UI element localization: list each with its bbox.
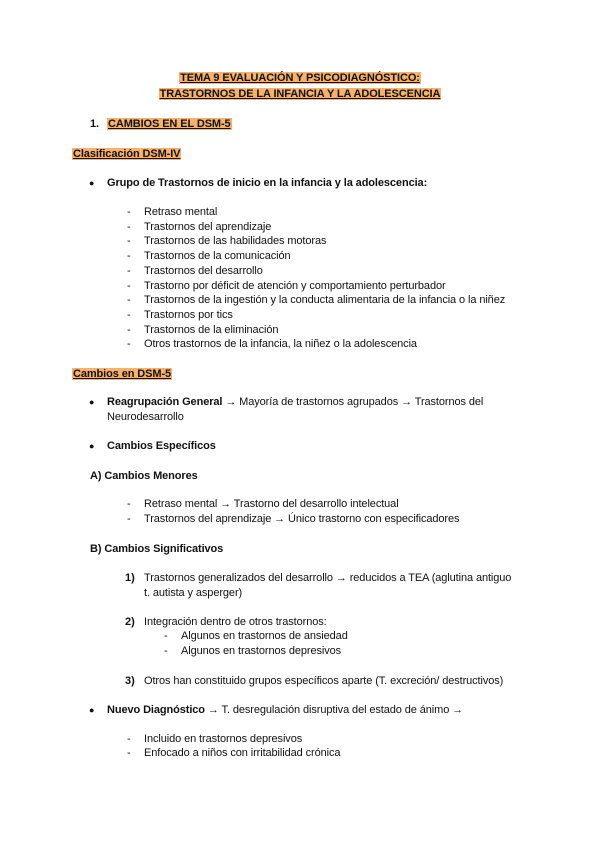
list-item: Trastorno por déficit de atención y comportamiento perturbador [144, 280, 446, 292]
especificos-label: Cambios Específicos [107, 440, 216, 452]
dash-icon: - [127, 513, 131, 525]
sig-item-1-line-2: t. autista y asperger) [144, 587, 243, 599]
nuevo-diagnostico: Nuevo Diagnóstico → T. desregulación disruptiva del estado de ánimo → [107, 704, 464, 716]
dash-icon: - [127, 250, 131, 262]
group-title: Grupo de Trastornos de inicio en la infancia y la adolescencia: [107, 177, 428, 189]
sig-number-3: 3) [125, 675, 135, 687]
reagrupacion-line-1: Reagrupación General → Mayoría de trastornos agrupados → Trastornos del [107, 396, 484, 408]
dash-icon: - [127, 338, 131, 350]
sig-number-2: 2) [125, 616, 135, 628]
list-item: Trastornos de la ingestión y la conducta alimentaria de la infancia o la niñez [144, 294, 506, 306]
menores-label: A) Cambios Menores [90, 470, 198, 482]
cambios-heading: Cambios en DSM-5 [73, 368, 172, 380]
list-item: Trastornos del desarrollo [144, 265, 263, 277]
dash-icon: - [164, 645, 168, 657]
section-1-heading: CAMBIOS EN EL DSM-5 [108, 118, 231, 130]
list-item: Trastornos de las habilidades motoras [144, 235, 327, 247]
dash-icon: - [127, 733, 131, 745]
sig-number-1: 1) [125, 572, 135, 584]
sig-item-2-line-1: Integración dentro de otros trastornos: [144, 616, 327, 628]
section-1-number: 1. [90, 118, 99, 130]
dash-icon: - [127, 265, 131, 277]
bullet-icon: ● [89, 441, 95, 451]
menores-item-1: Retraso mental → Trastorno del desarrollo intelectual [144, 498, 399, 510]
dash-icon: - [127, 294, 131, 306]
dash-icon: - [164, 630, 168, 642]
dash-icon: - [127, 747, 131, 759]
list-item: Trastornos de la comunicación [144, 250, 291, 262]
significativos-label: B) Cambios Significativos [90, 543, 224, 555]
list-item: Trastornos de la eliminación [144, 324, 279, 336]
title-line-1: TEMA 9 EVALUACIÓN Y PSICODIAGNÓSTICO: [180, 72, 420, 84]
sig-item-2-sub-1: Algunos en trastornos de ansiedad [181, 630, 348, 642]
dash-icon: - [127, 206, 131, 218]
bullet-icon: ● [89, 178, 95, 188]
nuevo-item-2: Enfocado a niños con irritabilidad crónica [144, 747, 341, 759]
menores-item-2: Trastornos del aprendizaje → Único trastorno con especificadores [144, 513, 460, 525]
list-item: Trastornos del aprendizaje [144, 221, 272, 233]
reagrupacion-line-2: Neurodesarrollo [107, 411, 184, 423]
title-line-2: TRASTORNOS DE LA INFANCIA Y LA ADOLESCENCIA [159, 88, 441, 100]
dash-icon: - [127, 235, 131, 247]
dash-icon: - [127, 324, 131, 336]
sig-item-1-line-1: Trastornos generalizados del desarrollo → reducidos a TEA (aglutina antiguo [144, 572, 512, 584]
sig-item-3-line-1: Otros han constituido grupos específicos aparte (T. excreción/ destructivos) [144, 675, 504, 687]
clasificacion-heading: Clasificación DSM-IV [73, 148, 181, 160]
list-item: Trastornos por tics [144, 309, 233, 321]
sig-item-2-sub-2: Algunos en trastornos depresivos [181, 645, 342, 657]
dash-icon: - [127, 221, 131, 233]
list-item: Otros trastornos de la infancia, la niñez o la adolescencia [144, 338, 417, 350]
dash-icon: - [127, 309, 131, 321]
bullet-icon: ● [89, 705, 95, 715]
dash-icon: - [127, 498, 131, 510]
dash-icon: - [127, 280, 131, 292]
nuevo-item-1: Incluido en trastornos depresivos [144, 733, 303, 745]
bullet-icon: ● [89, 397, 95, 407]
list-item: Retraso mental [144, 206, 218, 218]
